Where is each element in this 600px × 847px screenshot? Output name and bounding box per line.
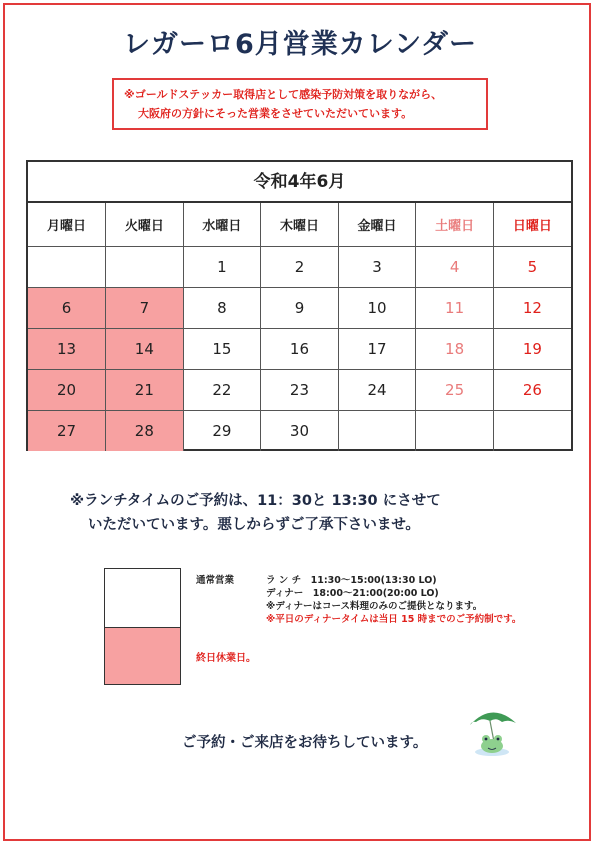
calendar-day-16: 16 <box>261 329 339 370</box>
legend-course-note: ※ディナーはコース料理のみのご提供となります。 <box>266 601 483 612</box>
calendar-grid <box>28 203 571 451</box>
calendar-empty-cell <box>106 247 184 288</box>
calendar-week-row <box>28 370 571 411</box>
calendar-day-25: 25 <box>416 370 494 411</box>
weekday-sun: 日曜日 <box>493 203 571 247</box>
calendar-day-3: 3 <box>338 247 416 288</box>
calendar-day-28: 28 <box>106 411 184 452</box>
calendar-empty-cell <box>338 411 416 452</box>
calendar-day-1: 1 <box>183 247 261 288</box>
calendar-month-title: 令和4年6月 <box>28 162 571 203</box>
calendar-day-21: 21 <box>106 370 184 411</box>
calendar-week-row <box>28 247 571 288</box>
calendar-day-12: 12 <box>493 288 571 329</box>
page-title: レガーロ6月営業カレンダー <box>122 29 478 60</box>
weekday-sat: 土曜日 <box>416 203 494 247</box>
calendar-day-9: 9 <box>261 288 339 329</box>
calendar-empty-cell <box>28 247 106 288</box>
calendar-day-4: 4 <box>416 247 494 288</box>
weekday-header-row <box>28 203 571 247</box>
lunch-note-line-1: ※ランチタイムのご予約は、11：30と 13:30 にさせて <box>70 493 441 509</box>
calendar-day-6: 6 <box>28 288 106 329</box>
weekday-fri: 金曜日 <box>338 203 416 247</box>
calendar-day-29: 29 <box>183 411 261 452</box>
calendar-day-22: 22 <box>183 370 261 411</box>
legend-closed-label: 終日休業日。 <box>196 653 256 664</box>
calendar-week-row <box>28 411 571 452</box>
legend-closed-swatch <box>104 627 181 685</box>
calendar-day-2: 2 <box>261 247 339 288</box>
calendar-day-14: 14 <box>106 329 184 370</box>
notice-line-1: ※ゴールドステッカー取得店として感染予防対策を取りながら、 <box>124 88 443 101</box>
calendar-day-20: 20 <box>28 370 106 411</box>
legend-lunch-hours: ラ ン チ 11:30～15:00(13:30 LO) <box>266 575 437 586</box>
calendar-week-row <box>28 329 571 370</box>
calendar-day-10: 10 <box>338 288 416 329</box>
calendar-day-30: 30 <box>261 411 339 452</box>
weekday-tue: 火曜日 <box>106 203 184 247</box>
calendar-empty-cell <box>493 411 571 452</box>
calendar-empty-cell <box>416 411 494 452</box>
legend-weekday-note: ※平日のディナータイムは当日 15 時までのご予約制です。 <box>266 614 522 625</box>
calendar <box>26 160 573 451</box>
calendar-day-26: 26 <box>493 370 571 411</box>
legend-dinner-hours: ディナー 18:00～21:00(20:00 LO) <box>266 588 439 599</box>
calendar-day-19: 19 <box>493 329 571 370</box>
notice-box <box>112 78 488 130</box>
frog-umbrella-icon <box>462 703 522 763</box>
legend-open-label: 通常営業 <box>196 575 235 586</box>
lunch-note-line-2: いただいています。悪しからずご了承下さいませ。 <box>88 517 420 533</box>
calendar-day-13: 13 <box>28 329 106 370</box>
legend-open-swatch <box>104 568 181 628</box>
calendar-day-15: 15 <box>183 329 261 370</box>
calendar-day-24: 24 <box>338 370 416 411</box>
calendar-day-8: 8 <box>183 288 261 329</box>
lunch-reservation-note <box>70 489 540 537</box>
calendar-day-11: 11 <box>416 288 494 329</box>
calendar-week-row <box>28 288 571 329</box>
weekday-mon: 月曜日 <box>28 203 106 247</box>
calendar-day-7: 7 <box>106 288 184 329</box>
weekday-wed: 水曜日 <box>183 203 261 247</box>
calendar-day-17: 17 <box>338 329 416 370</box>
calendar-day-27: 27 <box>28 411 106 452</box>
footer-message: ご予約・ご来店をお待ちしています。 <box>182 735 428 751</box>
calendar-day-5: 5 <box>493 247 571 288</box>
calendar-day-18: 18 <box>416 329 494 370</box>
notice-line-2: 大阪府の方針にそった営業をさせていただいています。 <box>138 107 413 120</box>
weekday-thu: 木曜日 <box>261 203 339 247</box>
calendar-day-23: 23 <box>261 370 339 411</box>
